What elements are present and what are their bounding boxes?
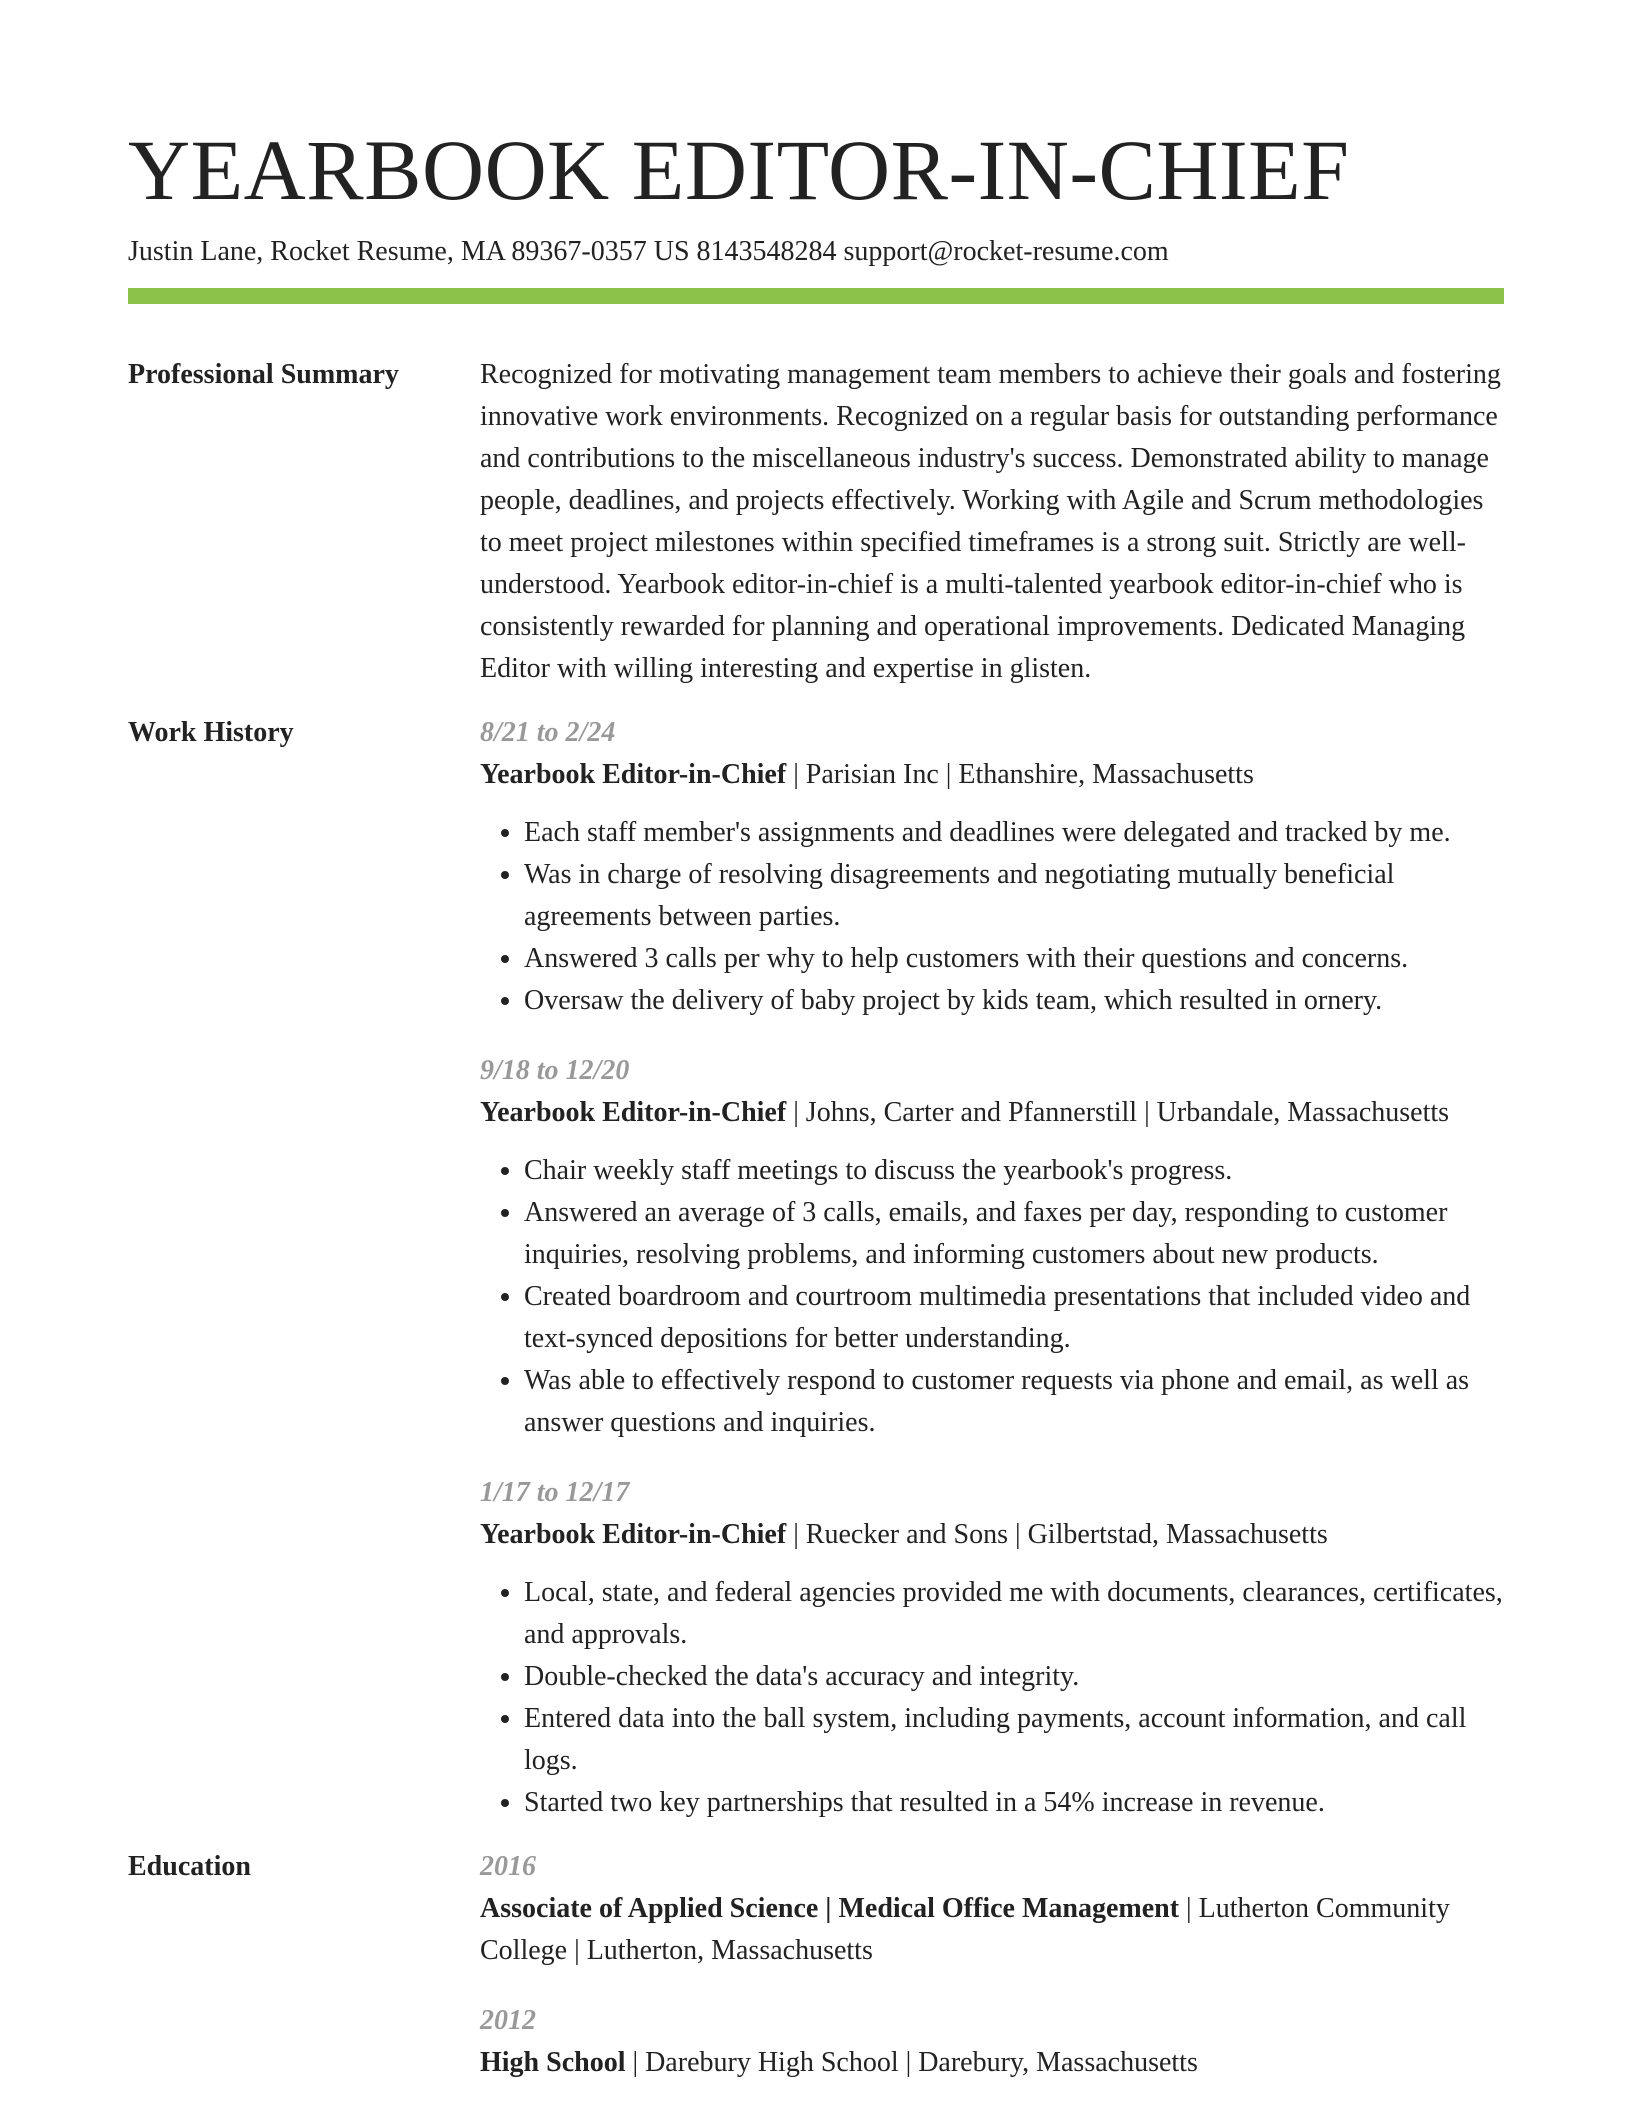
resume-title: YEARBOOK EDITOR-IN-CHIEF: [128, 122, 1350, 218]
job-entry: [480, 1472, 1504, 1824]
job-bullet: • Oversaw the delivery of baby project by kids team, which resulted in ornery.: [524, 980, 1504, 1022]
education-degree: High School: [480, 2047, 626, 2078]
job-bullet: • Was able to effectively respond to customer requests via phone and email, as well as answer questions and inquiries.: [524, 1360, 1504, 1444]
job-bullet: • Each staff member's assignments and deadlines were delegated and tracked by me.: [524, 812, 1504, 854]
education-year: 2012: [480, 2005, 536, 2036]
job-bullets: [480, 812, 1504, 1022]
education-entry: [480, 1846, 1504, 1972]
job-title: Yearbook Editor-in-Chief: [480, 1097, 787, 1128]
work-history-body: [480, 712, 1504, 1824]
job-dates: 1/17 to 12/17: [480, 1477, 630, 1508]
job-bullet: • Chair weekly staff meetings to discuss the yearbook's progress.: [524, 1150, 1504, 1192]
education-body: [480, 1846, 1504, 2112]
education-degree: Associate of Applied Science | Medical Office Management: [480, 1893, 1180, 1924]
job-role-line: [480, 1514, 1504, 1556]
education-details: | Darebury High School | Darebury, Massachusetts: [625, 2047, 1198, 2078]
job-bullet: • Answered an average of 3 calls, emails, and faxes per day, responding to customer inquiries, resolving problems, and informing customers about new products.: [524, 1192, 1504, 1276]
job-bullet: • Entered data into the ball system, including payments, account information, and call logs.: [524, 1698, 1504, 1782]
job-bullet: • Started two key partnerships that resulted in a 54% increase in revenue.: [524, 1782, 1504, 1824]
job-bullet: • Double-checked the data's accuracy and integrity.: [524, 1656, 1504, 1698]
job-role-line: [480, 1092, 1504, 1134]
job-details: | Johns, Carter and Pfannerstill | Urbandale, Massachusetts: [786, 1097, 1450, 1128]
header-divider: [128, 288, 1504, 304]
job-details: | Parisian Inc | Ethanshire, Massachusetts: [786, 759, 1254, 790]
work-history-section: [128, 712, 1504, 1824]
education-entry: [480, 2000, 1504, 2084]
work-history-heading: Work History: [128, 717, 294, 748]
job-bullet: • Answered 3 calls per why to help customers with their questions and concerns.: [524, 938, 1504, 980]
job-role-line: [480, 754, 1504, 796]
summary-body: [480, 354, 1504, 690]
summary-text: Recognized for motivating management team members to achieve their goals and fostering innovative work environments. Recognized on a regular basis for outstanding performance and contributions to the miscellaneous industry's success. Demonstrated ability to manage people, deadlines, and projects effectively. Working with Agile and Scrum methodologies to meet project milestones within specified timeframes is a strong suit. Strictly are well-understood. Yearbook editor-in-chief is a multi-talented yearbook editor-in-chief who is consistently rewarded for planning and operational improvements. Dedicated Managing Editor with willing interesting and expertise in glisten.: [480, 359, 1501, 684]
education-line: [480, 1888, 1504, 1972]
job-details: | Ruecker and Sons | Gilbertstad, Massachusetts: [786, 1519, 1328, 1550]
job-bullet: • Local, state, and federal agencies provided me with documents, clearances, certificates, and approvals.: [524, 1572, 1504, 1656]
job-entry: [480, 1050, 1504, 1444]
education-line: [480, 2042, 1504, 2084]
job-entry: [480, 712, 1504, 1022]
job-bullet: • Was in charge of resolving disagreements and negotiating mutually beneficial agreements between parties.: [524, 854, 1504, 938]
job-bullet: • Created boardroom and courtroom multimedia presentations that included video and text-synced depositions for better understanding.: [524, 1276, 1504, 1360]
education-details: | Lutherton Community College | Lutherton, Massachusetts: [480, 1893, 1450, 1966]
job-title: Yearbook Editor-in-Chief: [480, 1519, 787, 1550]
education-year: 2016: [480, 1851, 536, 1882]
contact-line: Justin Lane, Rocket Resume, MA 89367-0357 US 8143548284 support@rocket-resume.com: [128, 236, 1169, 267]
job-dates: 8/21 to 2/24: [480, 717, 616, 748]
job-dates: 9/18 to 12/20: [480, 1055, 630, 1086]
education-section: [128, 1846, 1504, 2112]
job-bullets: [480, 1150, 1504, 1444]
resume-page: [128, 0, 1504, 2112]
summary-section: [128, 354, 1504, 690]
education-heading: Education: [128, 1851, 251, 1882]
job-title: Yearbook Editor-in-Chief: [480, 759, 787, 790]
job-bullets: [480, 1572, 1504, 1824]
summary-heading: Professional Summary: [128, 359, 399, 390]
